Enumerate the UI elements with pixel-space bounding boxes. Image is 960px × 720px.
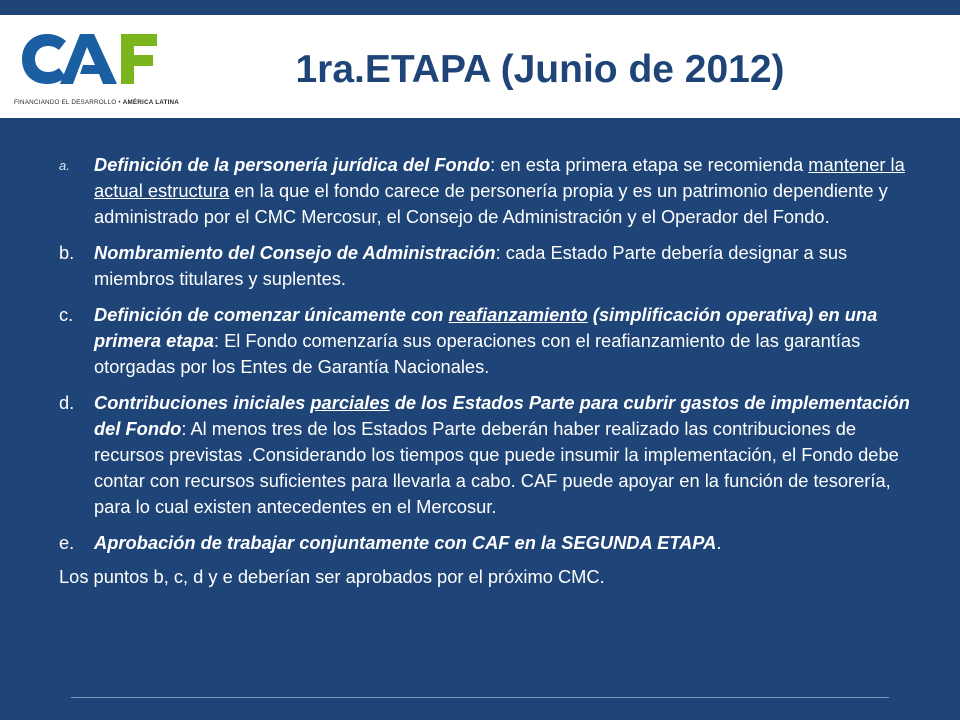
list-item-a: a. Definición de la personería jurídica del Fondo: en esta primera etapa se recomienda mantener la actual estructura en la que el fondo carece de personería propia y es un patrimonio dependiente y administrado por el CMC Mercosur, el Consejo de Administración y el Operador del Fondo. bbox=[59, 154, 905, 227]
caf-logo-mark bbox=[14, 29, 194, 91]
list-marker: d. bbox=[59, 392, 75, 413]
list-marker: c. bbox=[59, 304, 74, 325]
caf-logo bbox=[14, 29, 194, 109]
underlined-phrase: parciales bbox=[310, 392, 390, 413]
underlined-phrase: mantener la actual estructura bbox=[94, 154, 905, 201]
list-item-b: b. Nombramiento del Consejo de Administración: cada Estado Parte debería designar a sus miembros titulares y suplentes. bbox=[59, 242, 848, 289]
top-color-bar bbox=[0, 0, 960, 15]
list-item-e: e. Aprobación de trabajar conjuntamente con CAF en la SEGUNDA ETAPA. bbox=[59, 530, 919, 556]
underlined-phrase: reafianzamiento bbox=[448, 304, 588, 325]
slide-header bbox=[0, 15, 960, 118]
list-item-d: d. Contribuciones iniciales parciales de los Estados Parte para cubrir gastos de implementación del Fondo: Al menos tres de los Estados Parte deberán haber realizado las contribuciones de recursos previstas .Considerando los tiempos que puede insumir la implementación, el Fondo debe contar con recursos suficientes para llevarla a cabo. CAF puede apoyar en la función de tesorería, para lo cual existen antecedentes en el Mercosur. bbox=[59, 392, 910, 517]
list-marker: a. bbox=[59, 158, 70, 173]
closing-statement: Los puntos b, c, d y e deberían ser aprobados por el próximo CMC. bbox=[59, 566, 605, 587]
footer-divider bbox=[71, 697, 889, 698]
slide-body bbox=[59, 152, 919, 590]
list-marker: e. bbox=[59, 532, 75, 553]
list-item-c: c. Definición de comenzar únicamente con reafianzamiento (simplificación operativa) en una primera etapa: El Fondo comenzaría sus operaciones con el reafianzamiento de las garantías otorgadas por los Entes de Garantía Nacionales. bbox=[59, 304, 878, 377]
list-marker: b. bbox=[59, 242, 75, 263]
logo-tagline: FINANCIANDO EL DESARROLLO • AMÉRICA LATINA bbox=[14, 99, 180, 106]
slide-title: 1ra.ETAPA (Junio de 2012) bbox=[295, 48, 785, 91]
